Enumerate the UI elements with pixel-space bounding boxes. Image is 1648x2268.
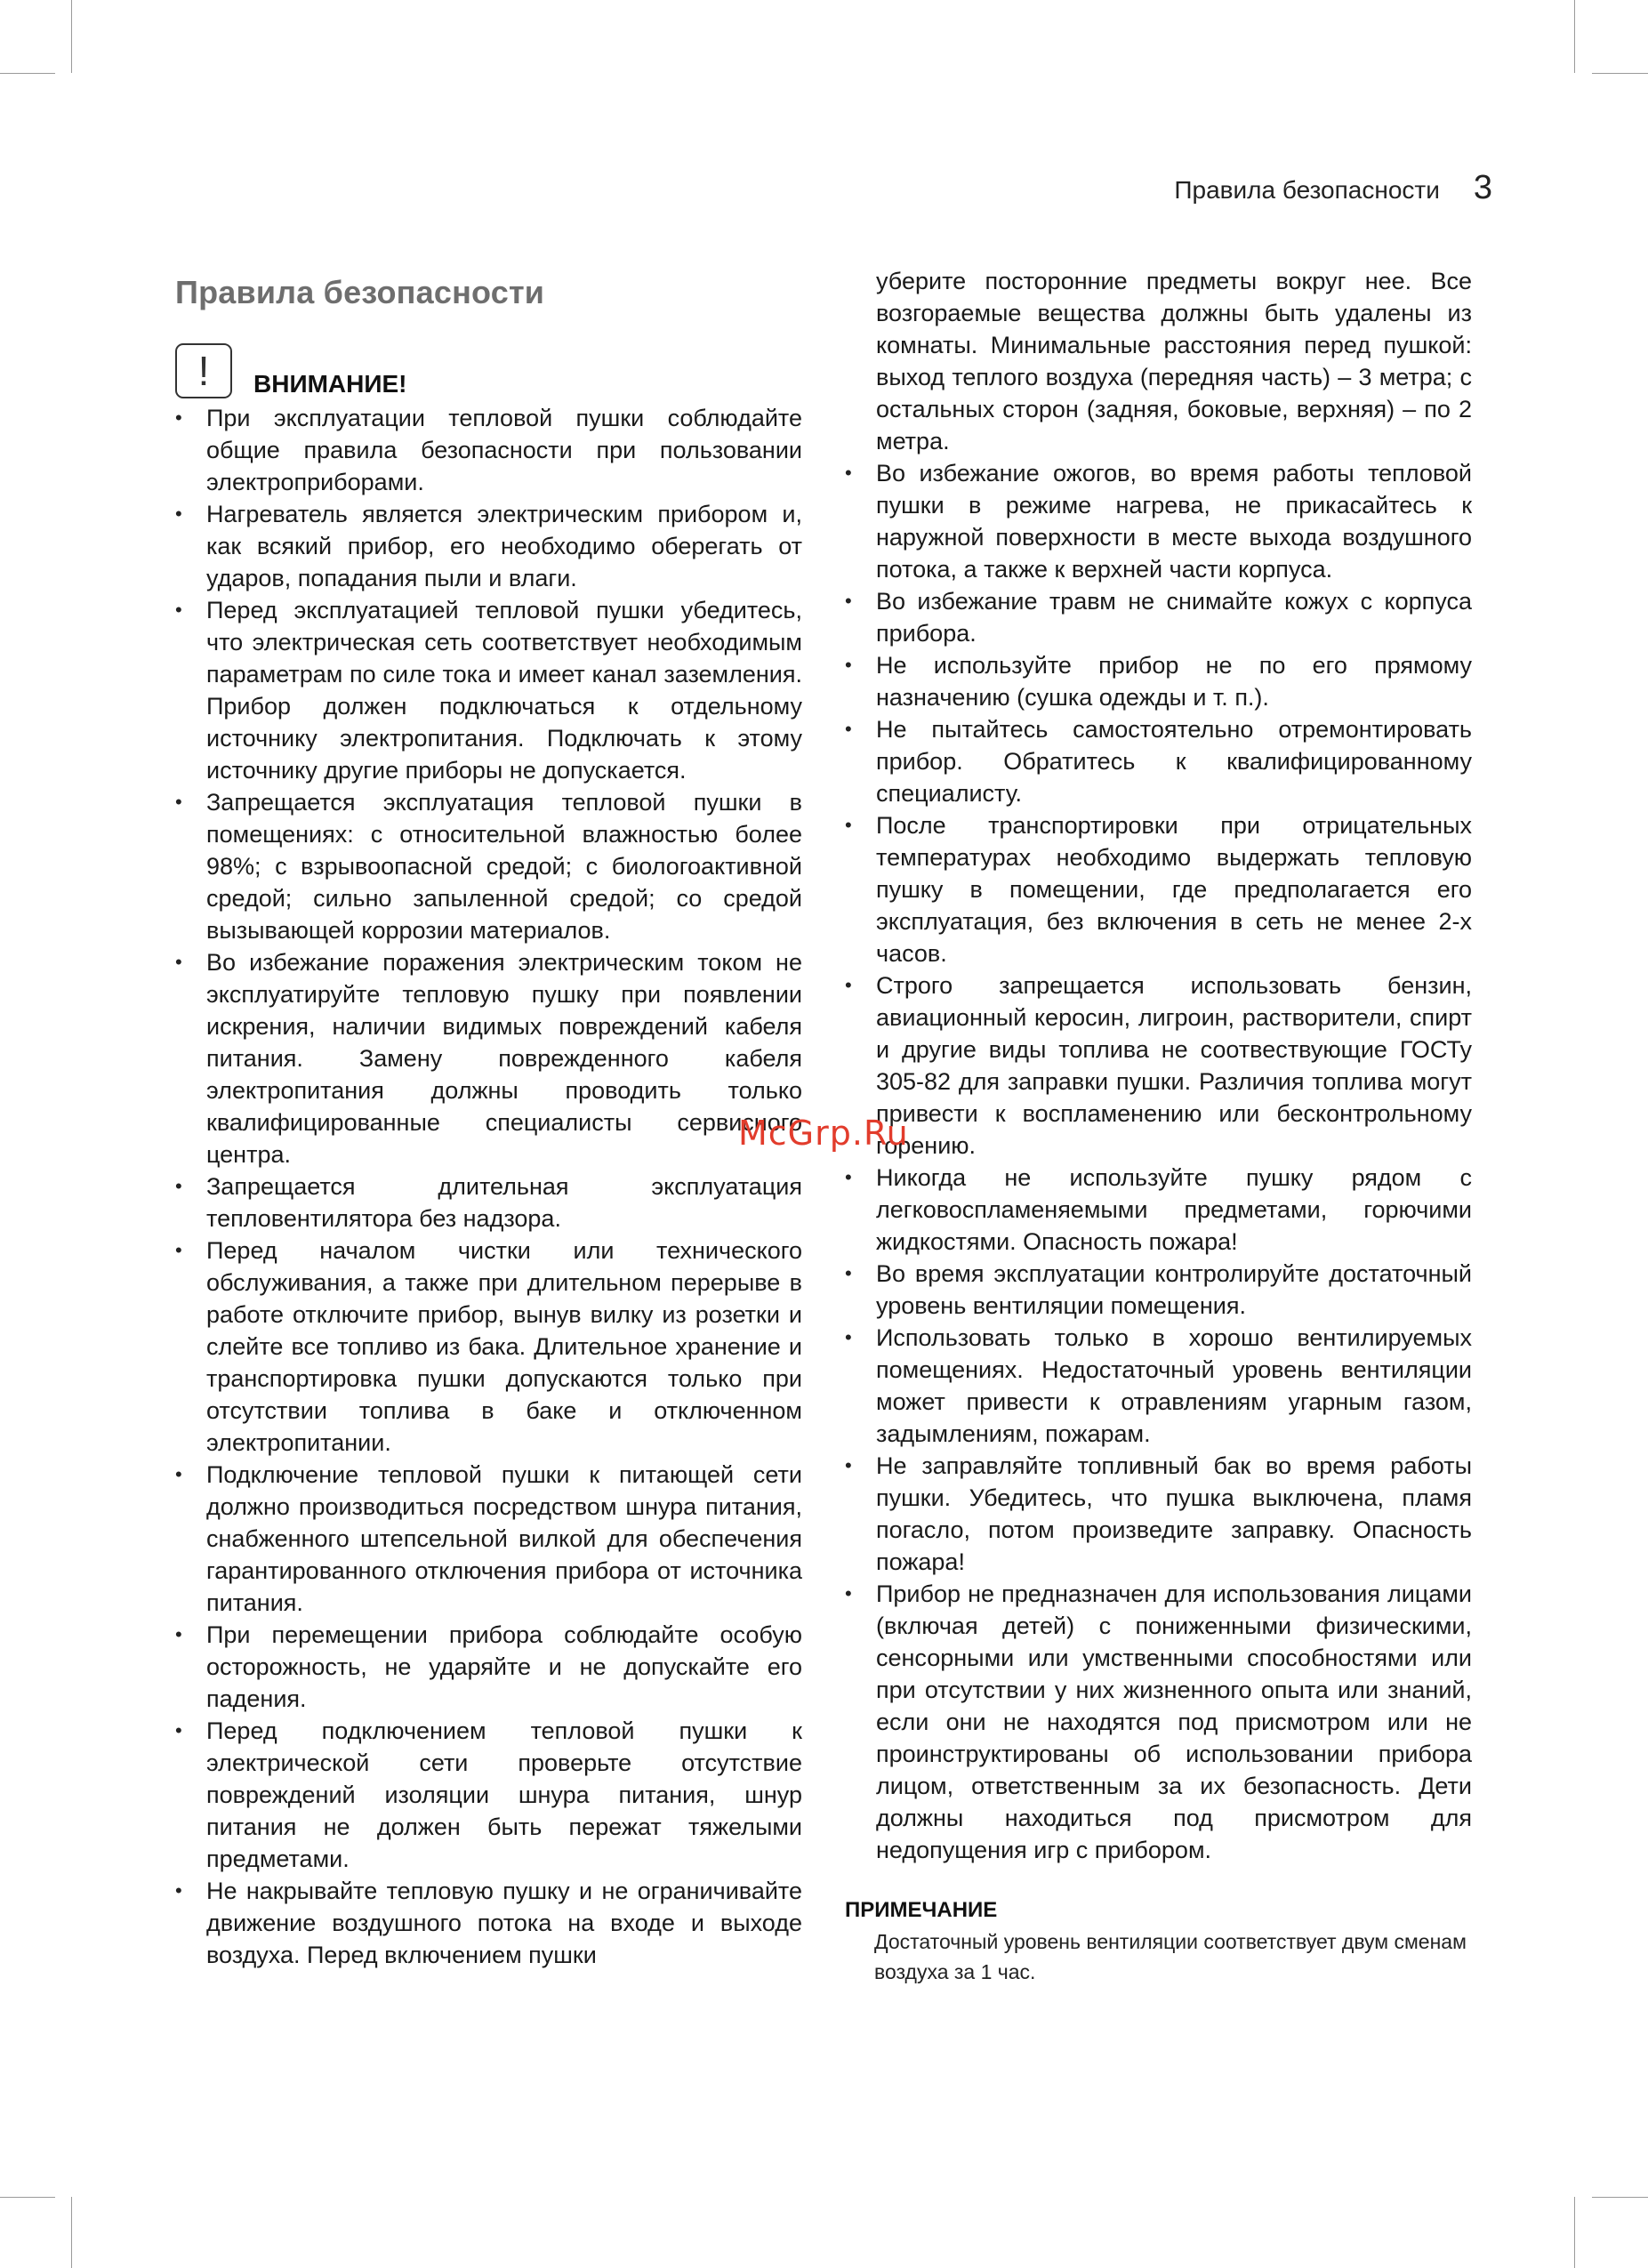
left-column — [175, 265, 802, 1971]
crop-mark — [1574, 0, 1575, 73]
crop-mark — [71, 0, 72, 73]
running-header — [1174, 169, 1492, 207]
warning-title: ВНИМАНИЕ! — [253, 370, 407, 398]
list-item: • При эксплуатации тепловой пушки соблюдайте общие правила безопасности при пользовании электроприборами. — [175, 402, 802, 498]
list-item: • Строго запрещается использовать бензин, авиационный керосин, лигроин, растворители, спирт и другие виды топлива не соотвествующие ГОСТу 305-82 для заправки пушки. Различия топлива могут привести к воспламенению или бесконтрольному горению. — [845, 969, 1472, 1162]
crop-mark — [0, 73, 55, 74]
section-title: Правила безопасности — [175, 274, 545, 310]
crop-mark — [71, 2197, 72, 2268]
crop-mark — [1574, 2197, 1575, 2268]
right-bullet-list — [845, 457, 1472, 1866]
page-number: 3 — [1473, 169, 1492, 206]
list-item: • Во избежание ожогов, во время работы тепловой пушки в режиме нагрева, не прикасайтесь к наружной поверхности в месте выхода воздушного потока, а также к верхней части корпуса. — [845, 457, 1472, 585]
continued-paragraph: уберите посторонние предметы вокруг нее. Все возгораемые вещества должны быть удалены из комнаты. Минимальные расстояния перед пушкой: выход теплого воздуха (передняя часть) – 3 метра; с остальных сторон (задняя, боковые, верхняя) – по 2 метра. — [876, 268, 1472, 454]
list-item: • Во время эксплуатации контролируйте достаточный уровень вентиляции помещения. — [845, 1258, 1472, 1322]
list-item: • Не используйте прибор не по его прямому назначению (сушка одежды и т. п.). — [845, 649, 1472, 713]
note-text: Достаточный уровень вентиляции соответствует двум сменам воздуха за 1 час. — [874, 1930, 1467, 1983]
list-item: • Перед эксплуатацией тепловой пушки убедитесь, что электрическая сеть соответствует необходимым параметрам по силе тока и имеет канал заземления. Прибор должен подключаться к отдельному источнику электропитания. Подключать к этому источнику другие приборы не допускается. — [175, 594, 802, 786]
list-item: • Запрещается эксплуатация тепловой пушки в помещениях: с относительной влажностью более 98%; с взрывоопасной средой; с биологоактивной средой; сильно запыленной средой; со средой вызывающей коррозии материалов. — [175, 786, 802, 946]
list-item: • Не заправляйте топливный бак во время работы пушки. Убедитесь, что пушка выключена, пламя погасло, потом произведите заправку. Опасность пожара! — [845, 1450, 1472, 1578]
crop-mark — [1592, 2197, 1648, 2198]
list-item: • При перемещении прибора соблюдайте особую осторожность, не ударяйте и не допускайте его падения. — [175, 1619, 802, 1715]
list-item: • Прибор не предназначен для использования лицами (включая детей) с пониженными физическими, сенсорными или умственными способностями или при отсутствии у них жизненного опыта или знаний, если они не находятся под присмотром или не проинструктированы об использовании прибора лицом, ответственным за их безопасность. Дети должны находиться под присмотром для недопущения игр с прибором. — [845, 1578, 1472, 1866]
list-item: • После транспортировки при отрицательных температурах необходимо выдержать тепловую пушку в помещении, где предполагается его эксплуатация, без включения в сеть не менее 2-х часов. — [845, 809, 1472, 969]
list-item: • Перед началом чистки или технического обслуживания, а также при длительном перерыве в работе отключите прибор, вынув вилку из розетки и слейте все топливо из бака. Длительное хранение и транспортировка пушки допускаются только при отсутствии топлива в баке и отключенном электропитании. — [175, 1235, 802, 1459]
list-item: • Не накрывайте тепловую пушку и не ограничивайте движение воздушного потока на входе и выходе воздуха. Перед включением пушки — [175, 1875, 802, 1971]
list-item: • Перед подключением тепловой пушки к электрической сети проверьте отсутствие повреждений изоляции шнура питания, шнур питания не должен быть пережат тяжелыми предметами. — [175, 1715, 802, 1875]
exclamation-icon: ! — [175, 343, 232, 398]
list-item: • Никогда не используйте пушку рядом с легковоспламеняемыми предметами, горючими жидкостями. Опасность пожара! — [845, 1162, 1472, 1258]
crop-mark — [0, 2197, 55, 2198]
left-bullet-list — [175, 402, 802, 1971]
list-item: • Во избежание поражения электрическим током не эксплуатируйте тепловую пушку при появлении искрения, наличии видимых повреждений кабеля питания. Замену поврежденного кабеля электропитания должны проводить только квалифицированные специалисты сервисного центра. — [175, 946, 802, 1170]
list-item: • Запрещается длительная эксплуатация тепловентилятора без надзора. — [175, 1170, 802, 1235]
right-column — [845, 265, 1472, 1987]
running-title: Правила безопасности — [1174, 176, 1440, 204]
watermark: McGrp.Ru — [738, 1114, 909, 1153]
list-item: • Не пытайтесь самостоятельно отремонтировать прибор. Обратитесь к квалифицированному специалисту. — [845, 713, 1472, 809]
note-title: ПРИМЕЧАНИЕ — [845, 1898, 998, 1922]
list-item: • Во избежание травм не снимайте кожух с корпуса прибора. — [845, 585, 1472, 649]
crop-mark — [1592, 73, 1648, 74]
list-item: • Подключение тепловой пушки к питающей сети должно производиться посредством шнура питания, снабженного штепсельной вилкой для обеспечения гарантированного отключения прибора от источника питания. — [175, 1459, 802, 1619]
warning-block — [175, 343, 802, 398]
list-item: • Использовать только в хорошо вентилируемых помещениях. Недостаточный уровень вентиляции может привести к отравлениям угарным газом, задымлениям, пожарам. — [845, 1322, 1472, 1450]
list-item: • Нагреватель является электрическим прибором и, как всякий прибор, его необходимо оберегать от ударов, попадания пыли и влаги. — [175, 498, 802, 594]
note-block — [845, 1898, 1472, 1987]
